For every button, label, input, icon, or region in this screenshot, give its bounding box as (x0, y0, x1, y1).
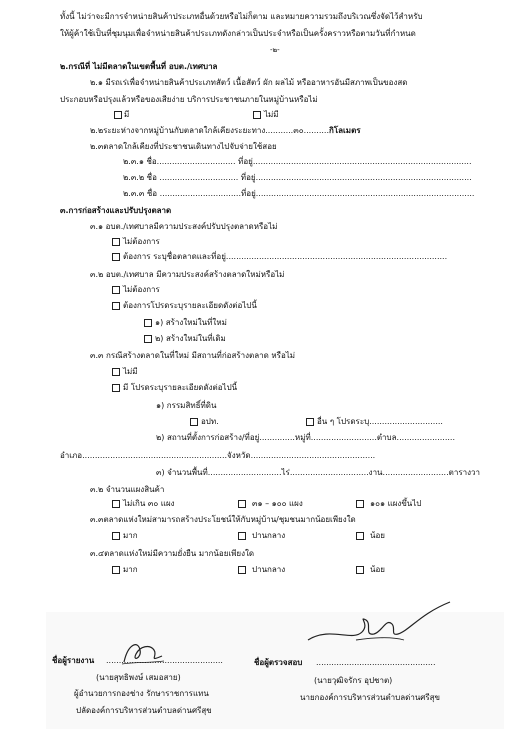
question-2-1-line-2: ประกอบหรือปรุงแล้วหรือของเสียง่าย บริการประชาชนภายในหมู่บ้านหรือไม่ (60, 95, 318, 104)
market-2-3-2: ๒.๓.๒ ชื่อ ............................... ที่อยู่..................................................................................... (123, 173, 472, 182)
reviewer-label: ชื่อผู้ตรวจสอบ (254, 658, 303, 667)
reporter-position-2: ปลัดองค์การบริหารส่วนตำบลด่านศรีสุข (76, 706, 212, 715)
stalls-101-plus-label: ๑๐๑ แผงขึ้นไป (370, 499, 422, 508)
checkbox-3-1-no[interactable] (112, 238, 120, 246)
checkbox-land-other[interactable] (306, 418, 314, 426)
question-2-1-line-1: ๒.๑ มีรถเร่เพื่อจำหน่ายสินค้าประเภทสัตว์ เนื้อสัตว์ ผัก ผลไม้ หรืออาหารอันมีสภาพเป็นของสด (90, 78, 408, 87)
question-2-2 (90, 127, 361, 135)
benefit-low-label: น้อย (370, 531, 385, 540)
question-3-5: ๓.๓ตลาดแห่งใหม่สามารถสร้างประโยชน์ให้กับหมู่บ้าน/ชุมชนมากน้อยเพียงใด (90, 515, 356, 524)
construction-area: ๓) จำนวนพื้นที่.............................ไร่...............................งาน..........................ตารางวา (156, 468, 481, 477)
option-3-3-no-label: ไม่มี (123, 367, 138, 376)
market-2-3-3: ๒.๓.๓ ชื่อ ................................ที่อยู่...................................................................................... (123, 189, 475, 198)
checkbox-benefit-medium[interactable] (238, 532, 246, 540)
checkbox-sustain-low[interactable] (356, 566, 364, 574)
land-local-gov-label: อปท. (201, 417, 219, 426)
checkbox-stalls-31-100[interactable] (238, 500, 246, 508)
checkbox-3-3-yes[interactable] (112, 384, 120, 392)
question-3-3: ๓.๓ กรณีสร้างตลาดในที่ใหม่ มีสถานที่ก่อสร้างตลาด หรือไม่ (90, 351, 296, 360)
reporter-position-1: ผู้อำนวยการกองช่าง รักษาราชการแทน (74, 689, 209, 698)
intro-line-2: ให้ผู้ค้าใช้เป็นที่ชุมนุมเพื่อจำหน่ายสินค้าประเภทดังกล่าวเป็นประจำหรือเป็นครั้งคราวหรือตามวันที่กำหนด (60, 29, 416, 38)
sustain-low-label: น้อย (370, 565, 385, 574)
checkbox-3-1-yes[interactable] (112, 253, 120, 261)
option-3-2-same-site-label: ๒) สร้างใหม่ในที่เดิม (155, 334, 226, 343)
stalls-31-100-label: ๓๑ – ๑๐๐ แผง (252, 499, 303, 508)
stalls-up-to-30-label: ไม่เกิน ๓๐ แผง (123, 499, 175, 508)
checkbox-stalls-up-to-30[interactable] (112, 500, 120, 508)
checkbox-3-2-yes[interactable] (112, 302, 120, 310)
option-2-1-yes-label: มี (124, 110, 130, 119)
option-3-2-new-site-label: ๑) สร้างใหม่ในที่ใหม่ (155, 318, 227, 327)
sustain-high-label: มาก (123, 565, 138, 574)
reporter-name: (นายสุทธิพงษ์ เสมอสาย) (96, 673, 181, 682)
option-3-3-yes-label: มี โปรดระบุรายละเอียดดังต่อไปนี้ (123, 383, 238, 392)
land-other-label: อื่น ๆ โปรดระบุ............................. (317, 417, 443, 426)
question-2-2-dots: .......... (303, 126, 330, 135)
option-2-1-no-label: ไม่มี (264, 110, 279, 119)
checkbox-benefit-high[interactable] (112, 532, 120, 540)
intro-line-1: ทั้งนี้ ไม่ว่าจะมีการจำหน่ายสินค้าประเภทอื่นด้วยหรือไม่ก็ตาม และหมายความรวมถึงบริเวณซึ่งจัดไว้สำหรับ (60, 12, 423, 21)
land-ownership-label: ๑) กรรมสิทธิ์ที่ดิน (156, 401, 217, 410)
checkbox-land-local-gov[interactable] (190, 418, 198, 426)
question-3-6: ๓.๔ตลาดแห่งใหม่มีความยั่งยืน มากน้อยเพียงใด (90, 549, 255, 558)
question-3-2: ๓.๒ อบต./เทศบาล มีความประสงค์สร้างตลาดใหม่หรือไม่ (90, 270, 285, 279)
checkbox-3-3-no[interactable] (112, 368, 120, 376)
question-2-3: ๒.๓ตลาดใกล้เคียงที่ประชาชนเดินทางไปจับจ่ายใช้สอย (90, 142, 277, 151)
checkbox-3-2-no[interactable] (112, 286, 120, 294)
checkbox-2-1-no[interactable] (253, 111, 261, 119)
option-3-1-no-label: ไม่ต้องการ (123, 237, 160, 246)
construction-location: ๒) สถานที่ตั้งการก่อสร้าง/ที่อยู่..............หมู่ที่..........................ตำบล....................... (156, 433, 456, 442)
question-2-2-value: ๓๐ (293, 126, 304, 135)
option-3-1-yes-label: ต้องการ ระบุชื่อตลาดและที่อยู่....................................................................................... (123, 252, 448, 261)
reviewer-signature (300, 596, 460, 656)
checkbox-benefit-low[interactable] (356, 532, 364, 540)
checkbox-stalls-101-plus[interactable] (356, 500, 364, 508)
checkbox-3-2-new-site[interactable] (144, 319, 152, 327)
market-2-3-1: ๒.๓.๑ ชื่อ............................... ที่อยู่...................................................................................... (123, 157, 472, 166)
checkbox-sustain-high[interactable] (112, 566, 120, 574)
option-3-2-yes-label: ต้องการโปรดระบุรายละเอียดดังต่อไปนี้ (123, 301, 257, 310)
question-2-2-prefix: ๒.๒ระยะห่างจากหมู่บ้านกับตลาดใกล้เคียงระยะทาง........... (90, 126, 294, 135)
reviewer-position: นายกองค์การบริหารส่วนตำบลด่านศรีสุข (300, 693, 441, 702)
checkbox-sustain-medium[interactable] (238, 566, 246, 574)
benefit-high-label: มาก (123, 531, 138, 540)
option-3-2-no-label: ไม่ต้องการ (123, 285, 160, 294)
construction-amphoe: อำเภอ.........................................................จังหวัด................................................. (60, 451, 376, 460)
reviewer-dotted-line: ............................................... (316, 658, 436, 667)
sustain-medium-label: ปานกลาง (252, 565, 286, 574)
question-2-2-unit: กิโลเมตร (329, 126, 361, 135)
checkbox-2-1-yes[interactable] (114, 111, 122, 119)
question-3-1: ๓.๑ อบต./เทศบาลมีความประสงค์ปรับปรุงตลาดหรือไม่ (90, 222, 278, 231)
section-2-heading: ๒.กรณีที่ ไม่มีตลาดในเขตพื้นที่ อบต./เทศบาล (60, 62, 218, 71)
reviewer-name: (นายวุฒิจรักร อุปชาต) (314, 676, 393, 685)
page-number: -๒- (270, 46, 280, 54)
checkbox-3-2-same-site[interactable] (144, 335, 152, 343)
question-3-4: ๓.๒ จำนวนแผงสินค้า (90, 485, 165, 494)
benefit-medium-label: ปานกลาง (252, 531, 286, 540)
section-3-heading: ๓.การก่อสร้างและปรับปรุงตลาด (60, 206, 172, 215)
reporter-label: ชื่อผู้รายงาน (52, 656, 95, 665)
reporter-dotted-line: .............................................. (106, 656, 223, 665)
